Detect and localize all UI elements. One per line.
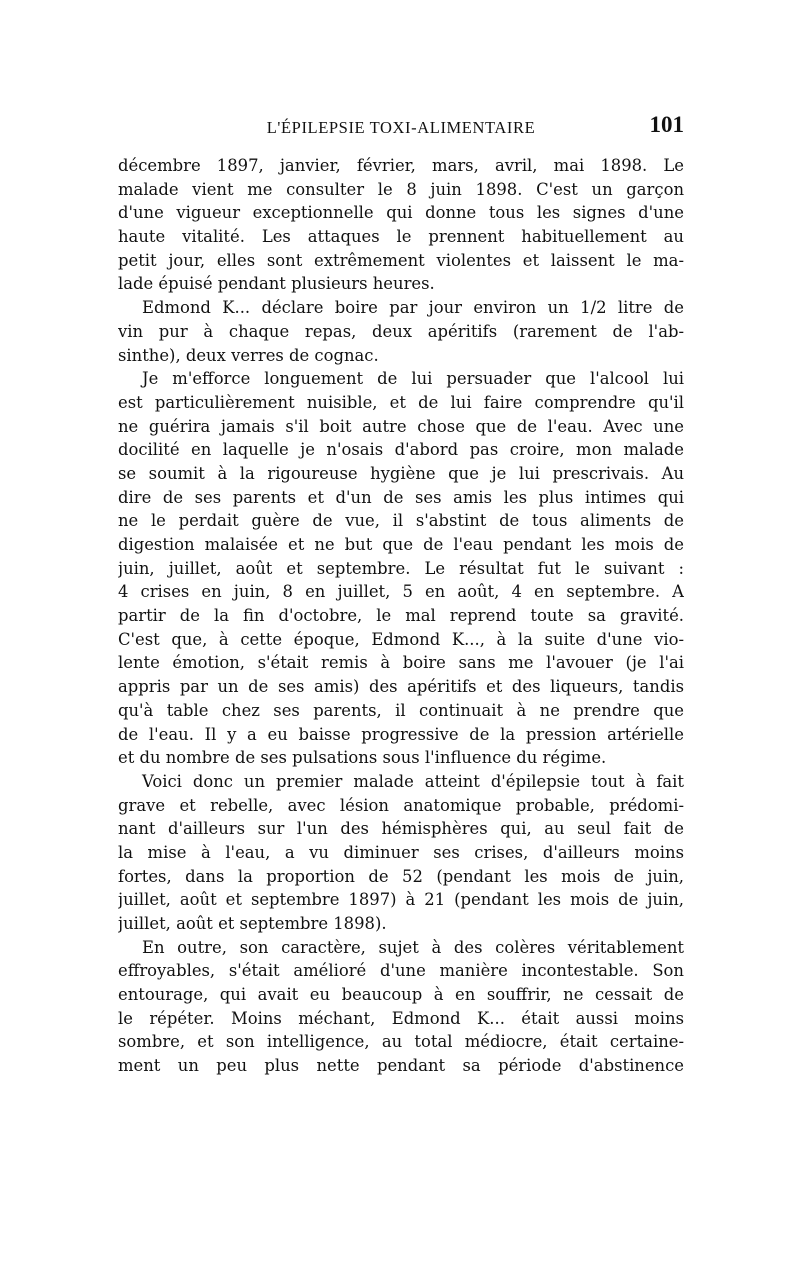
text-line: de l'eau. Il y a eu baisse progressive de la pression artérielle bbox=[118, 724, 684, 744]
text-line: malade vient me consulter le 8 juin 1898. C'est un garçon bbox=[118, 179, 684, 199]
text-line: nant d'ailleurs sur l'un des hémisphères qui, au seul fait de bbox=[118, 819, 684, 839]
text-line: sombre, et son intelligence, au total médiocre, était certaine- bbox=[118, 1032, 684, 1052]
text-line: qu'à table chez ses parents, il continuait à ne prendre que bbox=[118, 700, 684, 720]
text-line: fortes, dans la proportion de 52 (pendant les mois de juin, bbox=[118, 866, 684, 886]
text-line: petit jour, elles sont extrêmement violentes et laissent le ma- bbox=[118, 250, 684, 270]
text-line: juillet, août et septembre 1898). bbox=[118, 914, 387, 933]
page-number: 101 bbox=[649, 112, 684, 137]
text-line: ne guérira jamais s'il boit autre chose que de l'eau. Avec une bbox=[118, 416, 684, 436]
text-line: le répéter. Moins méchant, Edmond K... était aussi moins bbox=[118, 1008, 684, 1028]
text-line: est particulièrement nuisible, et de lui faire comprendre qu'il bbox=[118, 392, 684, 412]
text-line: appris par un de ses amis) des apéritifs et des liqueurs, tandis bbox=[118, 677, 684, 697]
text-line: se soumit à la rigoureuse hygiène que je lui prescrivais. Au bbox=[118, 463, 684, 483]
text-line: d'une vigueur exceptionnelle qui donne tous les signes d'une bbox=[118, 203, 684, 223]
body-text bbox=[118, 154, 684, 1078]
text-line: lente émotion, s'était remis à boire sans me l'avouer (je l'ai bbox=[118, 653, 684, 673]
text-line: ment un peu plus nette pendant sa période d'abstinence bbox=[118, 1056, 684, 1076]
text-line: Voici donc un premier malade atteint d'épilepsie tout à fait bbox=[142, 771, 684, 791]
text-line: partir de la fin d'octobre, le mal reprend toute sa gravité. bbox=[118, 606, 684, 626]
text-line: juin, juillet, août et septembre. Le résultat fut le suivant : bbox=[118, 558, 684, 578]
text-line: Je m'efforce longuement de lui persuader que l'alcool lui bbox=[142, 369, 684, 389]
text-line: grave et rebelle, avec lésion anatomique probable, prédomi- bbox=[118, 795, 684, 815]
running-head bbox=[118, 112, 684, 142]
text-line: docilité en laquelle je n'osais d'abord pas croire, mon malade bbox=[118, 440, 684, 460]
text-line: digestion malaisée et ne but que de l'eau pendant les mois de bbox=[118, 535, 684, 554]
text-line: 4 crises en juin, 8 en juillet, 5 en août, 4 en septembre. A bbox=[118, 582, 684, 602]
text-line: entourage, qui avait eu beaucoup à en souffrir, ne cessait de bbox=[118, 985, 684, 1005]
text-line: ne le perdait guère de vue, il s'abstint de tous aliments de bbox=[118, 511, 684, 531]
text-line: haute vitalité. Les attaques le prennent habituellement au bbox=[118, 227, 684, 247]
text-line: Edmond K... déclare boire par jour environ un 1/2 litre de bbox=[142, 298, 684, 318]
text-line: décembre 1897, janvier, février, mars, avril, mai 1898. Le bbox=[118, 156, 684, 175]
text-line: et du nombre de ses pulsations sous l'influence du régime. bbox=[118, 748, 607, 768]
text-line: effroyables, s'était amélioré d'une manière incontestable. Son bbox=[118, 961, 684, 981]
text-line: dire de ses parents et d'un de ses amis les plus intimes qui bbox=[118, 487, 684, 507]
text-line: lade épuisé pendant plusieurs heures. bbox=[118, 274, 435, 294]
text-line: sinthe), deux verres de cognac. bbox=[118, 345, 379, 365]
text-line: juillet, août et septembre 1897) à 21 (pendant les mois de juin, bbox=[118, 890, 684, 910]
text-line: C'est que, à cette époque, Edmond K..., à la suite d'une vio- bbox=[118, 629, 684, 649]
text-line: En outre, son caractère, sujet à des colères véritablement bbox=[142, 937, 684, 957]
running-title: L'ÉPILEPSIE TOXI-ALIMENTAIRE bbox=[266, 118, 536, 137]
text-line: vin pur à chaque repas, deux apéritifs (rarement de l'ab- bbox=[118, 321, 684, 341]
text-line: la mise à l'eau, a vu diminuer ses crises, d'ailleurs moins bbox=[118, 842, 684, 862]
